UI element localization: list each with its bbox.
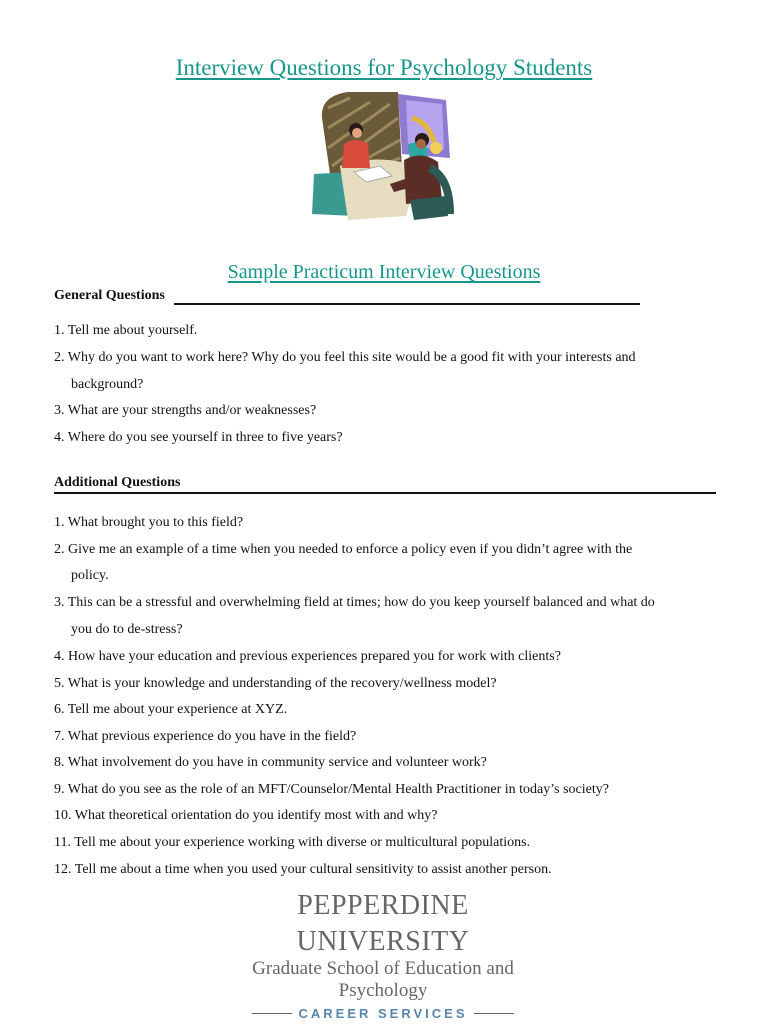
section-subtitle: Sample Practicum Interview Questions bbox=[227, 261, 541, 283]
list-item-continuation: background? bbox=[71, 377, 144, 392]
list-item-continuation: you do to de-stress? bbox=[71, 622, 183, 637]
school-name: Graduate School of Education and Psychology bbox=[252, 958, 514, 1001]
department-name: CAREER SERVICES bbox=[298, 1006, 468, 1021]
document-title: Interview Questions for Psychology Students bbox=[175, 55, 593, 80]
list-item: 5. What is your knowledge and understanding of the recovery/wellness model? bbox=[54, 676, 497, 691]
list-item: 1. What brought you to this field? bbox=[54, 515, 244, 530]
general-questions-heading: General Questions bbox=[54, 288, 165, 303]
list-item: 9. What do you see as the role of an MFT/Counselor/Mental Health Practitioner in today’s society? bbox=[54, 782, 609, 797]
additional-questions-heading: Additional Questions bbox=[54, 475, 181, 490]
list-item: 12. Tell me about a time when you used your cultural sensitivity to assist another person. bbox=[54, 862, 552, 877]
list-item: 4. Where do you see yourself in three to five years? bbox=[54, 430, 343, 445]
list-item: 11. Tell me about your experience working with diverse or multicultural populations. bbox=[54, 835, 531, 850]
list-item: 6. Tell me about your experience at XYZ. bbox=[54, 702, 288, 717]
list-item: 1. Tell me about yourself. bbox=[54, 323, 198, 338]
university-name: PEPPERDINE UNIVERSITY bbox=[296, 890, 470, 957]
list-item: 7. What previous experience do you have in the field? bbox=[54, 729, 357, 744]
list-item-continuation: policy. bbox=[71, 568, 109, 583]
career-services-row bbox=[228, 1006, 538, 1021]
list-item: 3. This can be a stressful and overwhelming field at times; how do you keep yourself balanced and what do bbox=[54, 595, 655, 610]
pepperdine-logo bbox=[228, 888, 538, 1021]
general-heading-rule bbox=[174, 303, 640, 305]
list-item: 2. Give me an example of a time when you needed to enforce a policy even if you didn’t agree with the bbox=[54, 542, 633, 557]
list-item: 4. How have your education and previous experiences prepared you for work with clients? bbox=[54, 649, 561, 664]
interview-illustration bbox=[310, 88, 458, 226]
divider bbox=[474, 1013, 514, 1014]
list-item: 8. What involvement do you have in community service and volunteer work? bbox=[54, 755, 487, 770]
additional-heading-rule bbox=[54, 492, 716, 494]
list-item: 10. What theoretical orientation do you identify most with and why? bbox=[54, 808, 438, 823]
divider bbox=[252, 1013, 292, 1014]
list-item: 3. What are your strengths and/or weaknesses? bbox=[54, 403, 317, 418]
list-item: 2. Why do you want to work here? Why do you feel this site would be a good fit with your interests and bbox=[54, 350, 636, 365]
